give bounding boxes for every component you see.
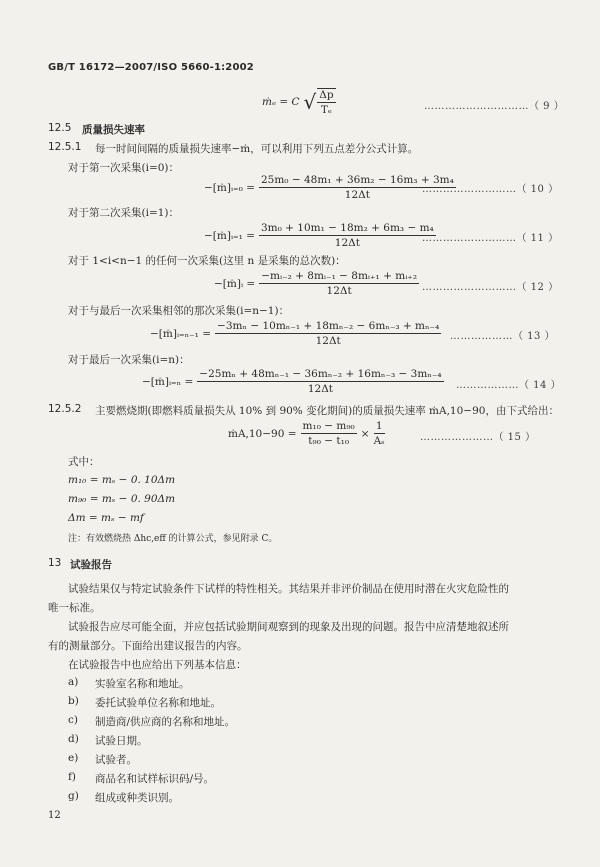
eq9-radicand-den: Tₑ xyxy=(320,104,332,116)
section-number-12-5-2: 12.5.2 xyxy=(48,403,82,415)
eq11-denominator: 12Δt xyxy=(334,237,360,249)
section-number-12-5-1: 12.5.1 xyxy=(48,141,82,153)
list-item-label: f) xyxy=(68,771,76,783)
definition-m90: m₉₀ = mₛ − 0. 90Δm xyxy=(68,493,176,505)
section-12-5-1-text: 每一时间间隔的质量损失速率−ṁ，可以利用下列五点差分公式计算。 xyxy=(95,143,419,155)
paragraph-2-line-1: 试验报告应尽可能全面，并应包括试验期间观察到的现象及出现的问题。报告中应清楚地叙述所 xyxy=(68,621,509,633)
any-scan-label: 对于 1<i<n−1 的任何一次采集(这里 n 是采集的总次数)： xyxy=(68,255,346,267)
eq9-lhs: ṁₑ = C xyxy=(262,96,300,108)
equation-14 xyxy=(142,368,444,395)
eq15-times: × xyxy=(360,427,370,440)
paragraph-3: 在试验报告中也应给出下列基本信息： xyxy=(68,659,247,671)
section-number-13: 13 xyxy=(48,557,62,569)
list-item-text: 委托试验单位名称和地址。 xyxy=(95,697,221,709)
section-title-13: 试验报告 xyxy=(70,559,112,571)
eq13-numerator: −3mₙ − 10mₙ₋₁ + 18mₙ₋₂ − 6mₙ₋₃ + mₙ₋₄ xyxy=(217,320,440,332)
eq9-radicand-num: Δp xyxy=(319,89,334,101)
equation-number-13: ………………（ 13 ） xyxy=(450,331,556,342)
eq13-lhs: −[ṁ]ᵢ₌ₙ₋₁ = xyxy=(150,327,212,340)
eq15-numerator-2: 1 xyxy=(375,420,383,432)
list-item-label: d) xyxy=(68,733,79,745)
equation-number-11: ………………………（ 11 ） xyxy=(422,233,559,244)
list-item-label: b) xyxy=(68,695,79,707)
equation-15 xyxy=(228,420,385,447)
equation-number-10: ………………………（ 10 ） xyxy=(422,184,559,195)
equation-number-15: …………………（ 15 ） xyxy=(420,432,536,443)
equation-9 xyxy=(262,88,336,116)
list-item-label: a) xyxy=(68,676,79,688)
equation-10 xyxy=(204,174,456,201)
second-scan-label: 对于第二次采集(i=1)： xyxy=(68,207,180,219)
where-label: 式中： xyxy=(68,456,100,468)
eq14-numerator: −25mₙ + 48mₙ₋₁ − 36mₙ₋₂ + 16mₙ₋₃ − 3mₙ₋₄ xyxy=(199,368,442,380)
eq12-numerator: −mᵢ₋₂ + 8mᵢ₋₁ − 8mᵢ₊₁ + mᵢ₊₂ xyxy=(261,270,418,282)
eq13-denominator: 12Δt xyxy=(315,335,341,347)
equation-12 xyxy=(214,270,419,297)
eq15-numerator: m₁₀ − m₉₀ xyxy=(302,420,355,432)
list-item-label: g) xyxy=(68,790,79,802)
list-item-text: 试验者。 xyxy=(95,754,137,766)
note-text: 注：有效燃烧热 Δhc,eff 的计算公式，参见附录 C。 xyxy=(68,534,278,544)
section-number-12-5: 12.5 xyxy=(48,122,72,134)
eq11-lhs: −[ṁ]ᵢ₌₁ = xyxy=(204,229,255,242)
list-item-text: 组成或种类识别。 xyxy=(95,792,179,804)
page-number: 12 xyxy=(48,810,61,821)
equation-number-12: ………………………（ 12 ） xyxy=(422,282,559,293)
standard-header: GB/T 16172—2007/ISO 5660-1:2002 xyxy=(48,62,254,73)
list-item-label: e) xyxy=(68,752,79,764)
eq10-denominator: 12Δt xyxy=(344,189,370,201)
eq15-denominator-2: Aₛ xyxy=(373,435,385,447)
paragraph-1-line-1: 试验结果仅与特定试验条件下试样的特性相关。其结果并非评价制品在使用时潜在火灾危险性的 xyxy=(68,583,509,595)
equation-number-9: …………………………（ 9 ） xyxy=(424,101,565,112)
definition-m10: m₁₀ = mₛ − 0. 10Δm xyxy=(68,474,176,486)
first-scan-label: 对于第一次采集(i=0)： xyxy=(68,162,180,174)
eq12-lhs: −[ṁ]ᵢ = xyxy=(214,277,256,290)
list-item-text: 实验室名称和地址。 xyxy=(95,678,190,690)
list-item-text: 商品名和试样标识码/号。 xyxy=(95,773,215,785)
last-scan-label: 对于最后一次采集(i=n)： xyxy=(68,354,190,366)
definition-delta-m: Δm = mₛ − mf xyxy=(68,512,144,524)
sqrt-symbol: √ xyxy=(303,90,317,114)
paragraph-1-line-2: 唯一标准。 xyxy=(48,602,101,614)
eq15-denominator: t₉₀ − t₁₀ xyxy=(308,435,350,447)
eq15-lhs: ṁA,10−90 = xyxy=(228,427,297,440)
list-item-text: 制造商/供应商的名称和地址。 xyxy=(95,716,236,728)
section-title-12-5: 质量损失速率 xyxy=(82,124,145,136)
eq14-lhs: −[ṁ]ᵢ₌ₙ = xyxy=(142,375,194,388)
eq10-lhs: −[ṁ]ᵢ₌₀ = xyxy=(204,181,255,194)
list-item-text: 试验日期。 xyxy=(95,735,148,747)
equation-13 xyxy=(150,320,441,347)
eq14-denominator: 12Δt xyxy=(307,383,334,395)
equation-number-14: ………………（ 14 ） xyxy=(456,380,562,391)
section-12-5-2-text: 主要燃烧期(即燃料质量损失从 10% 到 90% 变化期间)的质量损失速率 ṁA,10−90，由下式给出： xyxy=(95,405,559,417)
list-item-label: c) xyxy=(68,714,78,726)
eq11-numerator: 3m₀ + 10m₁ − 18m₂ + 6m₃ − m₄ xyxy=(260,222,434,234)
paragraph-2-line-2: 有的测量部分。下面给出建议报告的内容。 xyxy=(48,640,248,652)
eq12-denominator: 12Δt xyxy=(326,285,352,297)
adjacent-last-scan-label: 对于与最后一次采集相邻的那次采集(i=n−1)： xyxy=(68,305,290,317)
eq10-numerator: 25m₀ − 48m₁ + 36m₂ − 16m₃ + 3m₄ xyxy=(260,174,454,186)
equation-11 xyxy=(204,222,436,249)
